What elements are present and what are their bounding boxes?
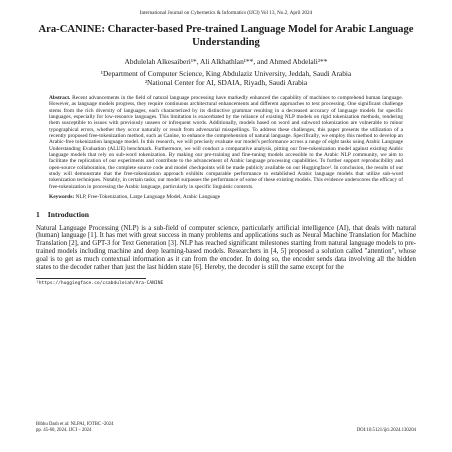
affiliation-2: ²National Center for AI, SDAIA, Riyadh, Saudi Arabia xyxy=(144,78,308,87)
author-list: Abdulelah Alkesaiberi¹*, Ali Alkhathlan¹**, and Ahmed Abdelali²** xyxy=(124,57,328,66)
footer-citation: Bibhu Dash et al: NLPAI, IOTBC -2024 xyxy=(36,422,114,427)
footer-doi[interactable]: DOI:10.5121/ijci.2024.130204 xyxy=(356,428,416,434)
keywords-text: NLP, Free-Tokenization, Large Language Model, Arabic Language xyxy=(75,194,221,201)
footer-pages: pp. 45-60, 2024. IJCI – 2024 xyxy=(36,428,92,434)
introduction-text: Natural Language Processing (NLP) is a sub-field of computer science, particularly artificial intelligence (AI), that deals with natural (human) language [1]. It has met with great success in many problems and applications such as Neural Machine Translation for Machine Translation [2], and GPT-3 for Text Generation [3]. NLP has reached significant milestones starting from natural language models to pre-trained models including machine and deep learning-based models. Researchers in [4, 5] proposed a solution called "attention", whose goal is to get as much contextual information as it can from the encoder. In doing so, the encoder sends data involving all the hidden states to the decoder rather than just the last hidden state [6]. Hereby, the decoder is still the same except for the xyxy=(36,224,416,272)
keywords xyxy=(49,194,403,200)
page-footer xyxy=(36,422,416,434)
section-number: 1 xyxy=(36,209,40,219)
affiliation-1: ¹Department of Computer Science, King Abdulaziz University, Jeddah, Saudi Arabia xyxy=(100,69,352,78)
abstract xyxy=(49,95,403,190)
keywords-label: Keywords: xyxy=(49,194,75,201)
abstract-text: Recent advancements in the field of natural language processing have markedly enhanced the capability of machines to comprehend human language. However, as language models progress, they require continuous architectural enhancements and different approaches to text processing. One significant challenge stems from the rich diversity of languages, each characterized by its distinctive grammar resulting in a decreased accuracy of language models for specific languages, especially for low-resource languages. This limitation is exacerbated by the reliance of existing NLP models on rigid tokenization methods, rendering them susceptible to issues with previously unseen or infrequent words. Additionally, models based on word and subword tokenization are vulnerable to minor typographical errors, whether they occur naturally or result from adversarial misspellings. To address these challenges, this paper presents the utilization of a recently proposed free-tokenization method, such as Canine, to enhance the comprehension of natural language. Specifically, we employ this method to develop an Arabic-free tokenization language model. In this research, we will precisely evaluate our model's performance across a range of eight tasks using Arabic Language Understanding Evaluation (ALUE) benchmark. Furthermore, we will conduct a comparative analysis, pitting our free-tokenization model against existing Arabic language models that rely on sub-word tokenization. By making our pre-training and fine-tuning models accessible to the Arabic NLP community, we aim to facilitate the replication of our experiments and contribute to the advancement of Arabic language processing capabilities. To further support reproducibility and open-source collaboration, the complete source code and model checkpoints will be made publicly available on our Huggingface¹. In conclusion, the results of our study will demonstrate that the free-tokenization approach exhibits comparable performance to established Arabic language models that utilize sub-word tokenization techniques. Notably, in certain tasks, our model surpasses the performance of some of these existing models. This evidence underscores the efficacy of free-tokenization in processing the Arabic language, particularly in specific linguistic contexts. xyxy=(49,95,403,190)
footnote-link[interactable]: ¹https://huggingface.co/csabduleiah/Ara-CANINE xyxy=(36,280,164,286)
footnote-rule xyxy=(36,278,146,279)
abstract-label: Abstract. xyxy=(49,95,71,101)
paper-title: Ara-CANINE: Character-based Pre-trained Language Model for Arabic Language Understanding xyxy=(38,24,414,48)
journal-header: International Journal on Cybernetics & Informatics (IJCI) Vol 13, No.2, April 2024 xyxy=(139,10,313,16)
section-title: Introduction xyxy=(47,209,90,219)
section-heading xyxy=(36,210,416,219)
